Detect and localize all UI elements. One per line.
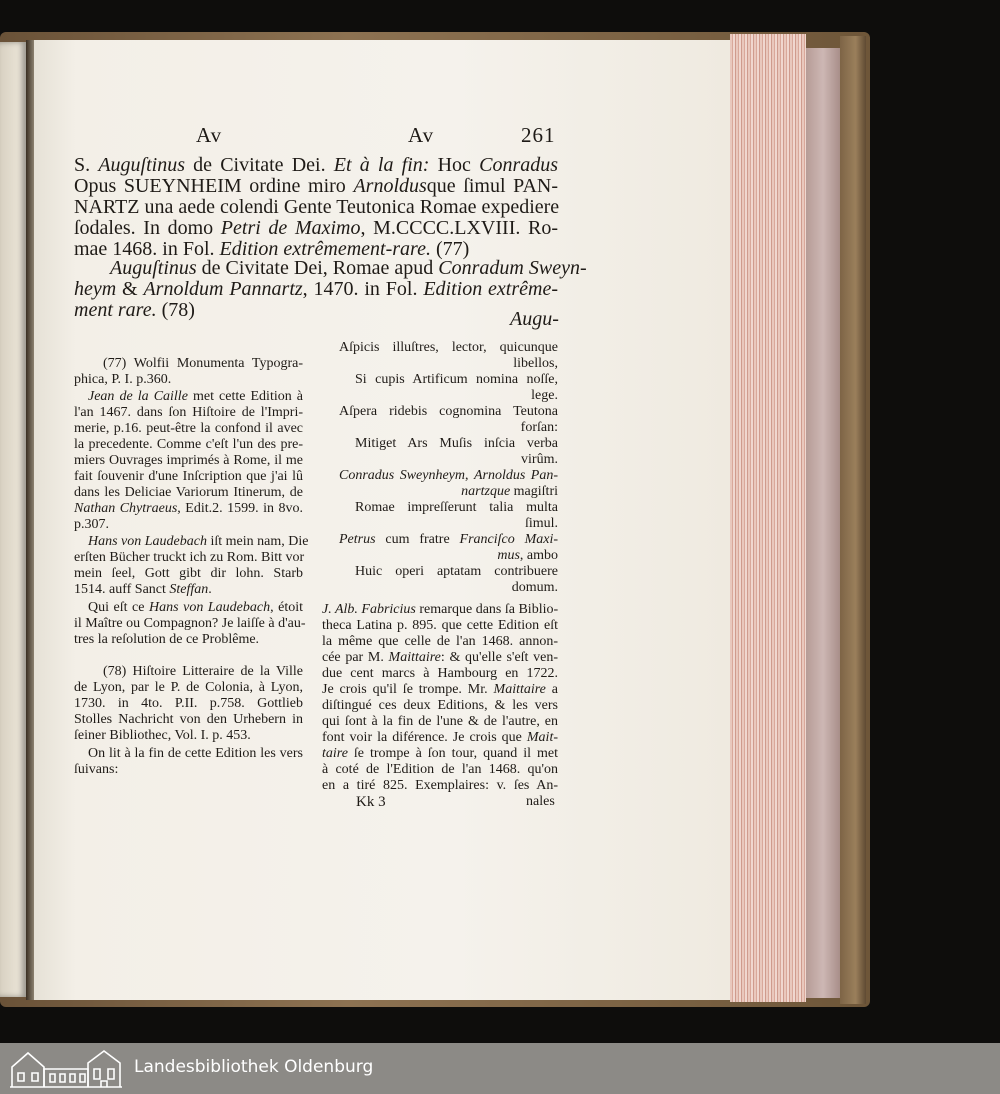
poem-line-3-cont: forſan:: [520, 420, 558, 435]
footer-bar: [0, 1043, 1000, 1094]
hans-line-3: mein ſeel, Gott gibt dir lohn. Starb: [74, 566, 303, 581]
poem-line-8: Huic operi aptatam contribuere: [355, 564, 558, 579]
main-line-3: NARTZ una aede colendi Gente Teutonica Romae expediere: [74, 196, 560, 218]
main-line-1: S. Auguſtinus de Civitate Dei. Et à la fin: Hoc Conradus: [74, 154, 559, 176]
fabricius-line-5: due cent marcs à Hambourg en 1722.: [322, 666, 558, 681]
poem-line-1-cont: libellos,: [513, 356, 558, 371]
main-line-6: Auguſtinus de Civitate Dei, Romae apud Conradum Sweyn-: [110, 257, 587, 279]
poem-line-8-cont: domum.: [511, 580, 558, 595]
poem-line-6: Romae impreſſerunt talia multa: [355, 500, 558, 515]
fabricius-line-9: font voir la diférence. Je crois que Mait-: [322, 730, 558, 745]
book-spine: [840, 36, 866, 1004]
caille-line-8: Nathan Chytraeus, Edit.2. 1599. in 8vo.: [74, 501, 303, 516]
catchword-top: Augu-: [510, 308, 559, 330]
poem-line-6-cont: ſimul.: [524, 516, 558, 531]
book-gutter: [26, 40, 34, 1000]
note-77-line-2: phica, P. I. p.360.: [74, 372, 172, 387]
fabricius-line-10: taire ſe trompe à ſon tour, quand il met: [322, 746, 558, 761]
qui-line-3: tres la reſolution de ce Problême.: [74, 632, 260, 647]
caille-line-9: p.307.: [74, 517, 109, 532]
poem-line-2: Si cupis Artificum nomina noſſe,: [355, 372, 558, 387]
main-line-7: heym & Arnoldum Pannartz, 1470. in Fol. Edition extrême-: [74, 278, 558, 300]
institution-name: Landesbibliothek Oldenburg: [134, 1057, 374, 1077]
fabricius-line-12: en a tiré 825. Exemplaires: v. ſes An-: [322, 778, 558, 793]
qui-line-1: Qui eſt ce Hans von Laudebach, étoit: [88, 600, 303, 615]
caille-line-6: fait ſouvenir d'une Inſcription que j'ai lû: [74, 469, 303, 484]
poem-line-3: Aſpera ridebis cognomina Teutona: [339, 404, 558, 419]
note-78-line-4: Stolles Nachricht von den Urhebern in: [74, 712, 303, 727]
note-78-line-3: 1730. in 4to. P.II. p.758. Gottlieb: [74, 696, 303, 711]
hans-line-1: Hans von Laudebach iſt mein nam, Die: [88, 534, 309, 549]
main-line-5: mae 1468. in Fol. Edition extrêmement-rare. (77): [74, 238, 470, 260]
caille-line-5: miers Ouvrages imprimés à Rome, il me: [74, 453, 303, 468]
note-78-line-2: de Lyon, par le P. de Colonia, à Lyon,: [74, 680, 303, 695]
onlit-line-1: On lit à la fin de cette Edition les vers: [88, 746, 303, 761]
caille-line-2: l'an 1467. dans ſon Hiſtoire de l'Impri-: [74, 405, 303, 420]
poem-line-1: Aſpicis illuſtres, lector, quicunque: [339, 340, 558, 355]
left-page-edge: [0, 42, 26, 997]
note-78-line-5: ſeiner Bibliothec, Vol. I. p. 453.: [74, 728, 251, 743]
fabricius-line-7: diſtingué ces deux Editions, & les vers: [322, 698, 558, 713]
catchword-bottom: nales: [526, 794, 555, 809]
fabricius-line-6: Je crois qu'il ſe trompe. Mr. Maittaire a: [322, 682, 558, 697]
fabricius-line-8: qui ſont à la fin de l'une & de l'autre, en: [322, 714, 558, 729]
poem-line-7-cont: mus, ambo: [497, 548, 558, 563]
caille-line-4: la precedente. Comme c'eſt l'un des pre-: [74, 437, 303, 452]
marbled-board: [806, 48, 840, 998]
poem-line-2-cont: lege.: [531, 388, 558, 403]
running-head-center: Av: [408, 123, 435, 147]
note-78-line-1: (78) Hiſtoire Litteraire de la Ville: [103, 664, 303, 679]
poem-line-4-cont: virûm.: [521, 452, 558, 467]
fabricius-line-1: J. Alb. Fabricius remarque dans ſa Biblio-: [322, 602, 559, 617]
note-77-line-1: (77) Wolfii Monumenta Typogra-: [103, 356, 303, 371]
poem-line-5: Conradus Sweynheym, Arnoldus Pan-: [339, 468, 558, 483]
main-line-4: ſodales. In domo Petri de Maximo, M.CCCC.LXVIII. Ro-: [74, 217, 558, 239]
fabricius-line-11: à coté de l'Edition de l'an 1468. qu'on: [322, 762, 558, 777]
hans-line-4: 1514. auff Sanct Steffan.: [74, 582, 212, 597]
main-line-2: Opus SUEYNHEIM ordine miro Arnoldusque ſimul PAN-: [74, 175, 558, 197]
caille-line-3: merie, p.16. peut-être la confond il avec: [74, 421, 303, 436]
running-head-left: Av: [196, 123, 223, 147]
caille-line-7: dans les Deliciae Variorum Itinerum, de: [74, 485, 303, 500]
library-building-icon: [8, 1047, 124, 1089]
poem-line-5-cont: nartzque magiſtri: [461, 484, 558, 499]
poem-line-4: Mitiget Ars Muſis inſcia verba: [355, 436, 558, 451]
signature-mark: Kk 3: [356, 794, 386, 810]
fabricius-line-2: theca Latina p. 895. que cette Edition eſt: [322, 618, 558, 633]
page-number: 261: [521, 123, 556, 147]
caille-line-1: Jean de la Caille met cette Edition à: [88, 389, 303, 404]
qui-line-2: il Maître ou Compagnon? Je laiſſe à d'au-: [74, 616, 306, 631]
onlit-line-2: ſuivans:: [74, 762, 119, 777]
fabricius-line-4: cée par M. Maittaire: & qu'elle s'eſt ven-: [322, 650, 558, 665]
main-line-8: ment rare. (78): [74, 299, 195, 321]
page-edges: [730, 34, 806, 1002]
poem-line-7: Petrus cum fratre Franciſco Maxi-: [339, 532, 558, 547]
fabricius-line-3: la même que celle de l'an 1468. annon-: [322, 634, 558, 649]
hans-line-2: erſten Bücher truckt ich zu Rom. Bitt vor: [74, 550, 305, 565]
